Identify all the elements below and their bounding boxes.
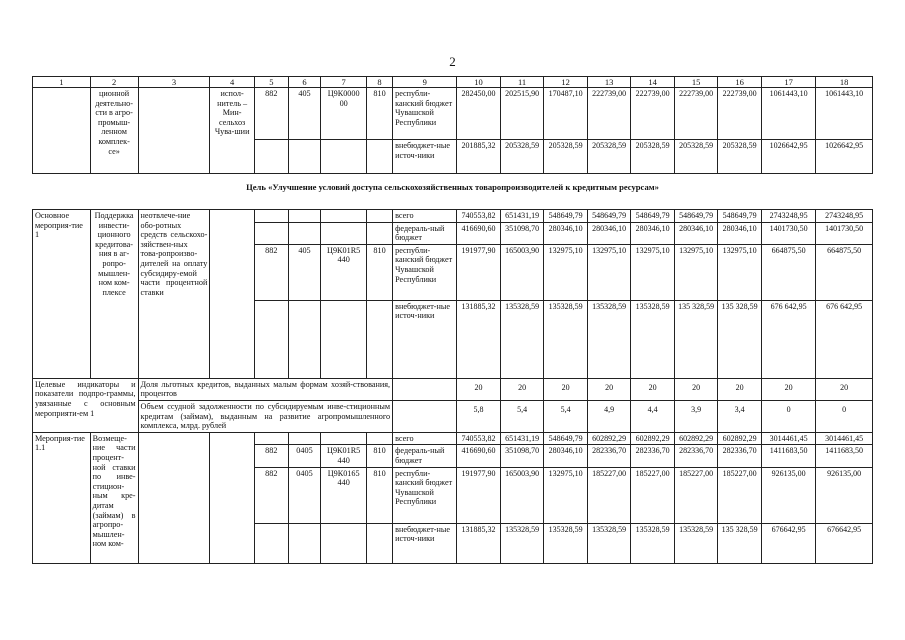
funding-source: республи-канский бюджет Чувашской Республики <box>393 467 457 523</box>
value-cell: 3014461,45 <box>816 432 873 445</box>
value-cell: 740553,82 <box>457 210 501 223</box>
indicator-value: 0 <box>761 400 815 432</box>
rzpr-code: 0405 <box>288 445 321 467</box>
column-numbers-row <box>33 77 873 88</box>
goal-row <box>33 174 873 210</box>
value-cell: 416690,60 <box>457 222 501 244</box>
value-cell: 132975,10 <box>544 467 588 523</box>
indicator-value: 20 <box>500 378 544 400</box>
value-cell: 1401730,50 <box>816 222 873 244</box>
indicator-value: 20 <box>544 378 588 400</box>
funding-source <box>393 400 457 432</box>
vr-code <box>367 432 393 445</box>
csr-code: Ц9К0165 440 <box>321 467 367 523</box>
value-cell: 135328,59 <box>544 523 588 563</box>
value-cell: 1411683,50 <box>761 445 815 467</box>
csr-code: Ц9К01R5 440 <box>321 244 367 300</box>
indicator-value: 20 <box>718 378 762 400</box>
column-number: 5 <box>254 77 288 88</box>
column-number: 4 <box>210 77 255 88</box>
code-cell <box>254 300 288 378</box>
activity-result <box>138 432 210 563</box>
value-cell: 165003,90 <box>500 244 544 300</box>
vr-code <box>367 523 393 563</box>
value-cell: 135328,59 <box>544 300 588 378</box>
code-cell <box>367 140 393 174</box>
column-number: 7 <box>321 77 367 88</box>
funding-source: федераль-ный бюджет <box>393 445 457 467</box>
value-cell: 205328,59 <box>500 140 544 174</box>
value-cell: 280346,10 <box>718 222 762 244</box>
value-cell: 185227,00 <box>631 467 675 523</box>
value-cell: 282336,70 <box>631 445 675 467</box>
value-cell: 135328,59 <box>674 523 718 563</box>
value-cell: 135328,59 <box>500 300 544 378</box>
indicator-value: 4,4 <box>631 400 675 432</box>
value-cell: 3014461,45 <box>761 432 815 445</box>
grbs-code <box>254 523 288 563</box>
vr-code: 810 <box>367 445 393 467</box>
value-cell: 132975,10 <box>631 244 675 300</box>
indicator-value: 3,4 <box>718 400 762 432</box>
value-cell: 280346,10 <box>587 222 631 244</box>
value-cell: 202515,90 <box>500 88 544 140</box>
value-cell: 205328,59 <box>718 140 762 174</box>
value-cell: 351098,70 <box>500 445 544 467</box>
value-cell: 205328,59 <box>674 140 718 174</box>
value-cell: 191977,90 <box>457 244 501 300</box>
value-cell: 282336,70 <box>587 445 631 467</box>
value-cell: 651431,19 <box>500 432 544 445</box>
value-cell: 548649,79 <box>587 210 631 223</box>
value-cell: 926135,00 <box>761 467 815 523</box>
csr-code <box>321 432 367 445</box>
column-number: 2 <box>90 77 138 88</box>
csr-code: Ц9К0000 00 <box>321 88 367 140</box>
grbs-code <box>254 432 288 445</box>
value-cell: 602892,29 <box>718 432 762 445</box>
table-row <box>33 432 873 445</box>
indicator-value: 20 <box>457 378 501 400</box>
indicator-value: 20 <box>761 378 815 400</box>
value-cell: 548649,79 <box>718 210 762 223</box>
value-cell: 651431,19 <box>500 210 544 223</box>
indicator-value: 5,4 <box>544 400 588 432</box>
executor-cell: испол-нитель – Мин-сельхоз Чува-шии <box>210 88 255 174</box>
value-cell: 135 328,59 <box>718 300 762 378</box>
funding-source: республи-канский бюджет Чувашской Республики <box>393 88 457 140</box>
grbs-code: 882 <box>254 467 288 523</box>
value-cell: 135328,59 <box>587 300 631 378</box>
code-cell <box>254 210 288 223</box>
column-number: 10 <box>457 77 501 88</box>
code-cell <box>254 140 288 174</box>
value-cell: 1061443,10 <box>761 88 815 140</box>
activity-title: Возмеще-ние части процент-ной ставки по инве-стицион-ным кре-дитам (займам) в агропро-мышлен-ном ком- <box>90 432 138 563</box>
indicator-value: 20 <box>674 378 718 400</box>
value-cell: 135328,59 <box>631 300 675 378</box>
grbs-code: 882 <box>254 88 288 140</box>
rzpr-code: 405 <box>288 88 321 140</box>
value-cell: 185227,00 <box>718 467 762 523</box>
column-number: 1 <box>33 77 91 88</box>
code-cell <box>367 300 393 378</box>
code-cell <box>321 300 367 378</box>
indicator-text: Объем ссудной задолженности по субсидируемым инве-стиционным кредитам (займам), выданным на развитие агропромышленного комплекса, млрд. рублей <box>138 400 393 432</box>
value-cell: 132975,10 <box>674 244 718 300</box>
value-cell: 135 328,59 <box>718 523 762 563</box>
value-cell: 548649,79 <box>631 210 675 223</box>
goal-title: Цель «Улучшение условий доступа сельскохозяйственных товаропроизводителей к кредитным ресурсам» <box>33 174 873 210</box>
value-cell: 185227,00 <box>587 467 631 523</box>
funding-source: внебюджет-ные источ-ники <box>393 140 457 174</box>
code-cell <box>367 222 393 244</box>
value-cell: 205328,59 <box>544 140 588 174</box>
column-number: 11 <box>500 77 544 88</box>
indicator-value: 20 <box>816 378 873 400</box>
value-cell: 1411683,50 <box>816 445 873 467</box>
code-cell <box>288 210 321 223</box>
grbs-code: 882 <box>254 244 288 300</box>
code-cell <box>288 300 321 378</box>
value-cell: 280346,10 <box>674 222 718 244</box>
value-cell: 676642,95 <box>761 523 815 563</box>
value-cell: 222739,00 <box>718 88 762 140</box>
value-cell: 2743248,95 <box>761 210 815 223</box>
column-number: 16 <box>718 77 762 88</box>
column-number: 13 <box>587 77 631 88</box>
value-cell: 280346,10 <box>631 222 675 244</box>
column-number: 17 <box>761 77 815 88</box>
page-number: 2 <box>449 54 456 69</box>
value-cell: 185227,00 <box>674 467 718 523</box>
code-cell <box>288 222 321 244</box>
value-cell: 1061443,10 <box>816 88 873 140</box>
column-number: 6 <box>288 77 321 88</box>
value-cell: 135 328,59 <box>674 300 718 378</box>
funding-source: внебюджет-ные источ-ники <box>393 523 457 563</box>
value-cell: 282450,00 <box>457 88 501 140</box>
value-cell: 676642,95 <box>816 523 873 563</box>
value-cell: 132975,10 <box>587 244 631 300</box>
funding-source: всего <box>393 432 457 445</box>
value-cell: 280346,10 <box>544 222 588 244</box>
vr-code: 810 <box>367 244 393 300</box>
value-cell: 280346,10 <box>544 445 588 467</box>
value-cell: 664875,50 <box>816 244 873 300</box>
value-cell: 351098,70 <box>500 222 544 244</box>
indicator-value: 3,9 <box>674 400 718 432</box>
value-cell: 282336,70 <box>718 445 762 467</box>
funding-source <box>393 378 457 400</box>
code-cell <box>288 140 321 174</box>
table-row <box>33 210 873 223</box>
code-cell <box>321 210 367 223</box>
vr-code: 810 <box>367 467 393 523</box>
value-cell: 676 642,95 <box>761 300 815 378</box>
indicator-row <box>33 400 873 432</box>
value-cell: 201885,32 <box>457 140 501 174</box>
value-cell: 602892,29 <box>587 432 631 445</box>
rzpr-code <box>288 523 321 563</box>
value-cell: 135328,59 <box>587 523 631 563</box>
value-cell: 602892,29 <box>631 432 675 445</box>
vr-code: 810 <box>367 88 393 140</box>
indicator-value: 20 <box>587 378 631 400</box>
activity-result: неотвлече-ние обо-ротных средств сельскохо-зяйствен-ных това-ропроизво-дителей на оплату субсидиру-емой части процентной ставки <box>138 210 210 379</box>
indicator-value: 5,4 <box>500 400 544 432</box>
rzpr-code <box>288 432 321 445</box>
item-cell <box>33 88 91 174</box>
column-number: 3 <box>138 77 210 88</box>
indicator-value: 0 <box>816 400 873 432</box>
executor-cell <box>210 432 255 563</box>
value-cell: 205328,59 <box>631 140 675 174</box>
value-cell: 926135,00 <box>816 467 873 523</box>
indicator-text: Доля льготных кредитов, выданных малым формам хозяй-ствования, процентов <box>138 378 393 400</box>
table-row <box>33 88 873 140</box>
value-cell: 740553,82 <box>457 432 501 445</box>
value-cell: 191977,90 <box>457 467 501 523</box>
activity-name: Основное мероприя-тие 1 <box>33 210 91 379</box>
value-cell: 132975,10 <box>544 244 588 300</box>
indicator-value: 20 <box>631 378 675 400</box>
indicator-label: Целевые индикаторы и показатели подпро-граммы, увязанные с основным мероприяти-ем 1 <box>33 378 139 432</box>
value-cell: 222739,00 <box>587 88 631 140</box>
value-cell: 548649,79 <box>544 432 588 445</box>
code-cell <box>254 222 288 244</box>
value-cell: 131885,32 <box>457 300 501 378</box>
value-cell: 282336,70 <box>674 445 718 467</box>
funding-source: всего <box>393 210 457 223</box>
value-cell: 416690,60 <box>457 445 501 467</box>
value-cell: 676 642,95 <box>816 300 873 378</box>
code-cell <box>321 222 367 244</box>
value-cell: 222739,00 <box>674 88 718 140</box>
code-cell <box>367 210 393 223</box>
value-cell: 132975,10 <box>718 244 762 300</box>
column-number: 14 <box>631 77 675 88</box>
value-cell: 1026642,95 <box>816 140 873 174</box>
value-cell: 165003,90 <box>500 467 544 523</box>
value-cell: 205328,59 <box>587 140 631 174</box>
column-number: 8 <box>367 77 393 88</box>
indicator-row <box>33 378 873 400</box>
indicator-value: 5,8 <box>457 400 501 432</box>
value-cell: 548649,79 <box>544 210 588 223</box>
value-cell: 135328,59 <box>631 523 675 563</box>
value-cell: 131885,32 <box>457 523 501 563</box>
subprogram-name: ционной деятельно-сти в агро-промыш-ленном комплек-се» <box>90 88 138 174</box>
result-cell <box>138 88 210 174</box>
rzpr-code: 405 <box>288 244 321 300</box>
value-cell: 170487,10 <box>544 88 588 140</box>
value-cell: 1401730,50 <box>761 222 815 244</box>
grbs-code: 882 <box>254 445 288 467</box>
funding-source: внебюджет-ные источ-ники <box>393 300 457 378</box>
csr-code: Ц9К01R5 440 <box>321 445 367 467</box>
rzpr-code: 0405 <box>288 467 321 523</box>
funding-source: федераль-ный бюджет <box>393 222 457 244</box>
budget-table <box>32 76 873 564</box>
value-cell: 222739,00 <box>631 88 675 140</box>
funding-source: республи-канский бюджет Чувашской Республики <box>393 244 457 300</box>
executor-cell <box>210 210 255 379</box>
value-cell: 548649,79 <box>674 210 718 223</box>
indicator-value: 4,9 <box>587 400 631 432</box>
value-cell: 664875,50 <box>761 244 815 300</box>
column-number: 18 <box>816 77 873 88</box>
value-cell: 1026642,95 <box>761 140 815 174</box>
csr-code <box>321 523 367 563</box>
column-number: 15 <box>674 77 718 88</box>
value-cell: 2743248,95 <box>816 210 873 223</box>
code-cell <box>321 140 367 174</box>
activity-name: Мероприя-тие 1.1 <box>33 432 91 563</box>
value-cell: 602892,29 <box>674 432 718 445</box>
value-cell: 135328,59 <box>500 523 544 563</box>
column-number: 12 <box>544 77 588 88</box>
column-number: 9 <box>393 77 457 88</box>
activity-title: Поддержка инвести-ционного кредитова-ния в аг-ропро-мышлен-ном ком-плексе <box>90 210 138 379</box>
